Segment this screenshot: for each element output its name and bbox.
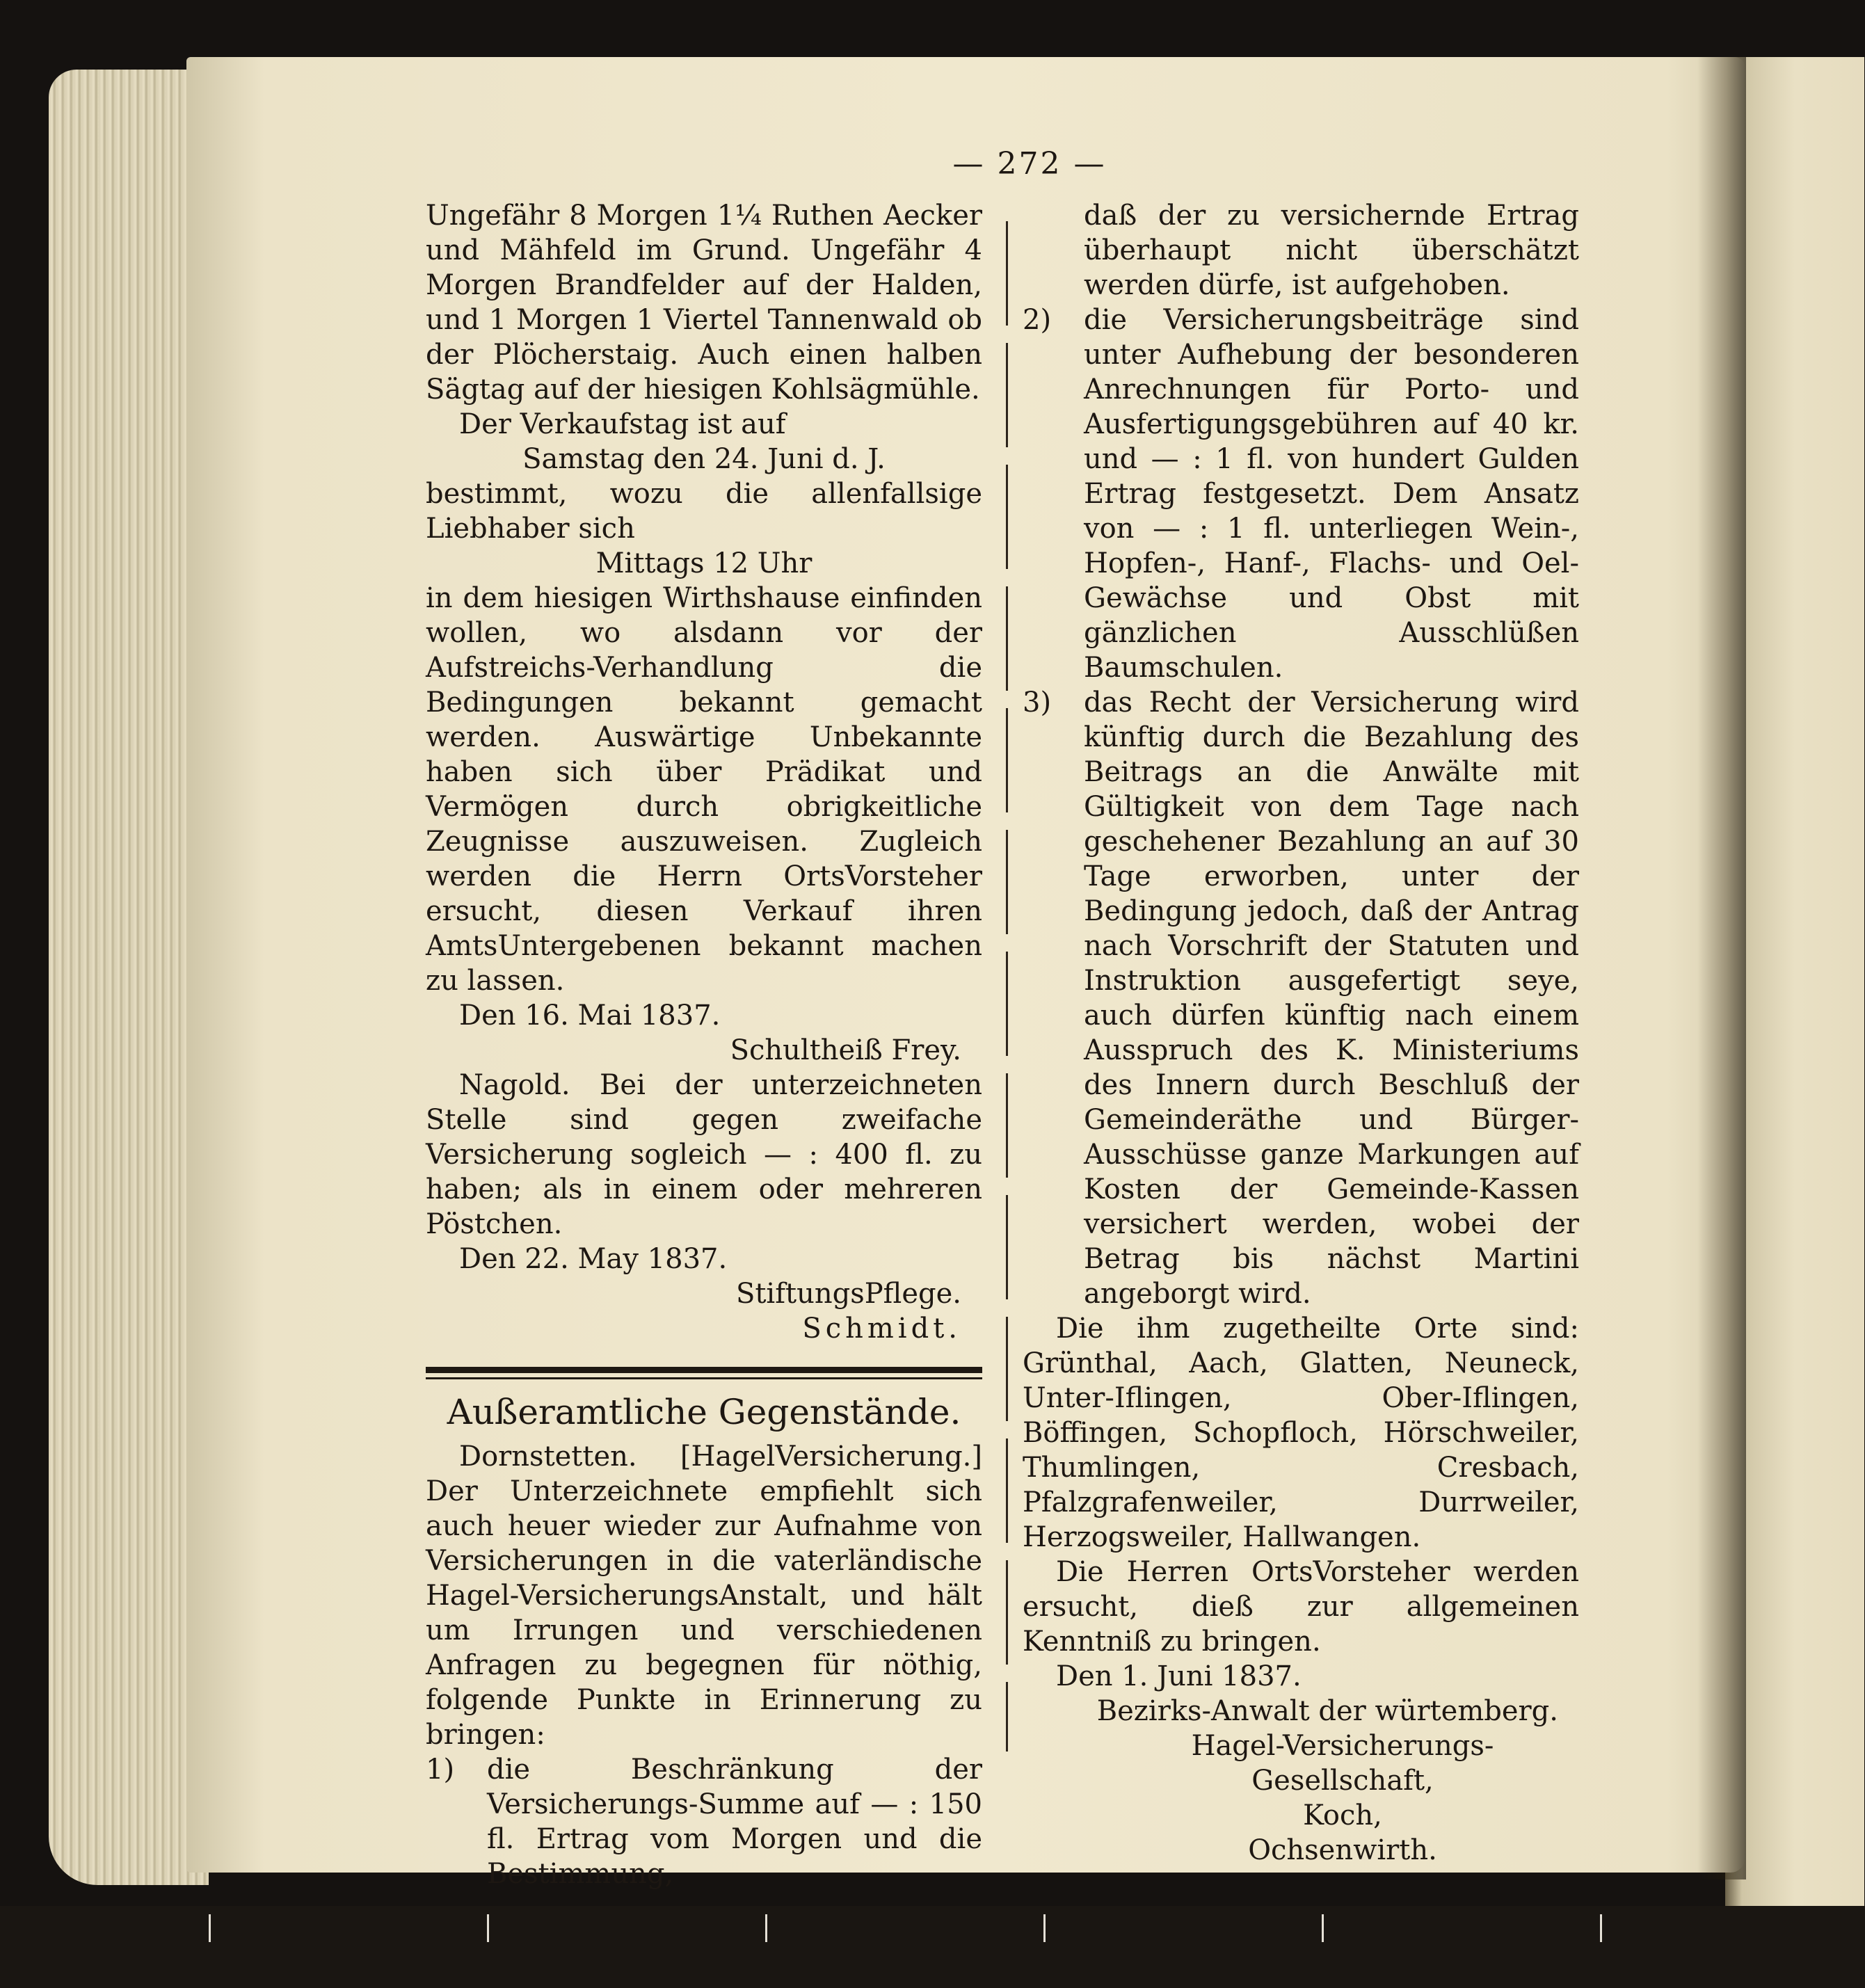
list-item-1 <box>426 1752 982 1891</box>
ruler-tick <box>1600 1914 1602 1942</box>
list-item-3-label: 3) <box>1023 687 1052 719</box>
sale-signature: Schultheiß Frey. <box>730 1034 961 1066</box>
dornstetten-notice: Dornstetten. [HagelVersicherung.] Der Unterzeichnete empfiehlt sich auch heuer wieder zur Aufnahme von Versicherungen in die vaterländische Hagel-VersicherungsAnstalt, und hält um Irrungen und verschiedenen Anfragen zu begegnen für nöthig, folgende Punkte in Erinnerung zu bringen: <box>426 1441 982 1751</box>
stacked-page-edges <box>49 70 209 1885</box>
signature-line-5: Ochsenwirth. <box>1248 1834 1437 1866</box>
signature-line-4: Koch, <box>1303 1799 1382 1831</box>
ruler-tick <box>209 1914 211 1942</box>
ruler-tick <box>765 1914 767 1942</box>
sale-text-2: in dem hiesigen Wirthshause einfinden wollen, wo alsdann vor der Aufstreichs-Verhandlung die Bedingungen bekannt gemacht werden. Auswärtige Unbekannte haben sich über Prädikat und Vermögen durch obrigkeitliche Zeugnisse auszuweisen. Zugleich werden die Herrn OrtsVorsteher ersucht, diesen Verkauf ihren AmtsUntergebenen bekannt machen zu lassen. <box>426 582 982 997</box>
ruler-tick <box>1322 1914 1324 1942</box>
list-item-2 <box>1023 303 1579 685</box>
list-item-1-text: die Beschränkung der Versicherungs-Summe auf — : 150 fl. Ertrag vom Morgen und die Bestimmung, <box>487 1754 982 1890</box>
list-item-2-text: die Versicherungsbeiträge sind unter Aufhebung der besonderen Anrechnungen für Porto- und Ausfertigungsgebühren auf 40 kr. und — : 1 fl. von hundert Gulden Ertrag festgesetzt. Dem Ansatz von — : 1 fl. unterliegen Wein-, Hopfen-, Hanf-, Flachs- und Oel-Gewächse und Obst mit gänzlichen Ausschlüßen Baumschulen. <box>1084 304 1579 684</box>
list-item-1-continued: daß der zu versichernde Ertrag überhaupt nicht überschätzt werden dürfe, ist aufgehoben. <box>1084 200 1579 301</box>
signature-line-2: Hagel-Versicherungs- <box>1191 1730 1494 1762</box>
ruler-tick <box>487 1914 489 1942</box>
nagold-notice: Nagold. Bei der unterzeichneten Stelle sind gegen zweifache Versicherung sogleich — : 400 fl. zu haben; als in einem oder mehreren Pöstchen. <box>426 1069 982 1240</box>
signature-line-3: Gesellschaft, <box>1251 1765 1434 1797</box>
section-rule-thin <box>426 1377 982 1379</box>
request-paragraph: Die Herren OrtsVorsteher werden ersucht, dieß zur allgemeinen Kenntniß zu bringen. <box>1023 1556 1579 1658</box>
sale-notice-paragraph: Ungefähr 8 Morgen 1¼ Ruthen Aecker und Mähfeld im Grund. Ungefähr 4 Morgen Brandfelder auf der Halden, und 1 Morgen 1 Viertel Tannenwald ob der Plöcherstaig. Auch einen halben Sägtag auf der hiesigen Kohlsägmühle. <box>426 200 982 406</box>
list-item-2-label: 2) <box>1023 304 1052 336</box>
spine-shadow <box>1697 57 1746 1879</box>
list-item-1-label: 1) <box>426 1754 455 1786</box>
nagold-signature-office: StiftungsPflege. <box>735 1278 961 1310</box>
nagold-date: Den 22. May 1837. <box>459 1243 728 1275</box>
right-column <box>1023 198 1579 1868</box>
ruler-tick <box>1043 1914 1046 1942</box>
scan-ruler-strip <box>0 1906 1865 1988</box>
left-column <box>426 198 982 1891</box>
sale-date: Samstag den 24. Juni d. J. <box>522 443 886 475</box>
sale-day-intro: Der Verkaufstag ist auf <box>459 408 786 440</box>
right-date-line: Den 1. Juni 1837. <box>1056 1660 1302 1692</box>
section-rule-thick <box>426 1367 982 1373</box>
sale-text-1: bestimmt, wozu die allenfallsige Liebhaber sich <box>426 478 982 545</box>
list-item-3-text: das Recht der Versicherung wird künftig durch die Bezahlung des Beitrags an die Anwälte mit Gültigkeit von dem Tage nach geschehener Bezahlung an auf 30 Tage erworben, unter der Bedingung jedoch, daß der Antrag nach Vorschrift der Statuten und Instruktion ausgefertigt seye, auch dürfen künftig nach einem Ausspruch des K. Ministeriums des Innern durch Beschluß der Gemeinderäthe und Bürger-Ausschüsse ganze Markungen auf Kosten der Gemeinde-Kassen versichert werden, wobei der Betrag bis nächst Martini angeborgt wird. <box>1084 687 1579 1310</box>
sale-date-line: Den 16. Mai 1837. <box>459 1000 721 1032</box>
sale-time: Mittags 12 Uhr <box>595 547 813 579</box>
column-divider <box>1006 221 1008 1751</box>
signature-line-1: Bezirks-Anwalt der würtemberg. <box>1096 1695 1558 1727</box>
list-item-3 <box>1023 685 1579 1311</box>
places-paragraph: Die ihm zugetheilte Orte sind: Grünthal, Aach, Glatten, Neuneck, Unter-Iflingen, Ober-Iflingen, Böffingen, Schopfloch, Hörschweiler, Thumlingen, Cresbach, Pfalzgrafenweiler, Durrweiler, Herzogsweiler, Hallwangen. <box>1023 1313 1579 1553</box>
page-number: — 272 — <box>952 146 1107 182</box>
facing-page-edge <box>1725 57 1864 1907</box>
section-heading: Außeramtliche Gegenstände. <box>447 1392 961 1432</box>
nagold-signature-name: Schmidt. <box>802 1313 961 1345</box>
